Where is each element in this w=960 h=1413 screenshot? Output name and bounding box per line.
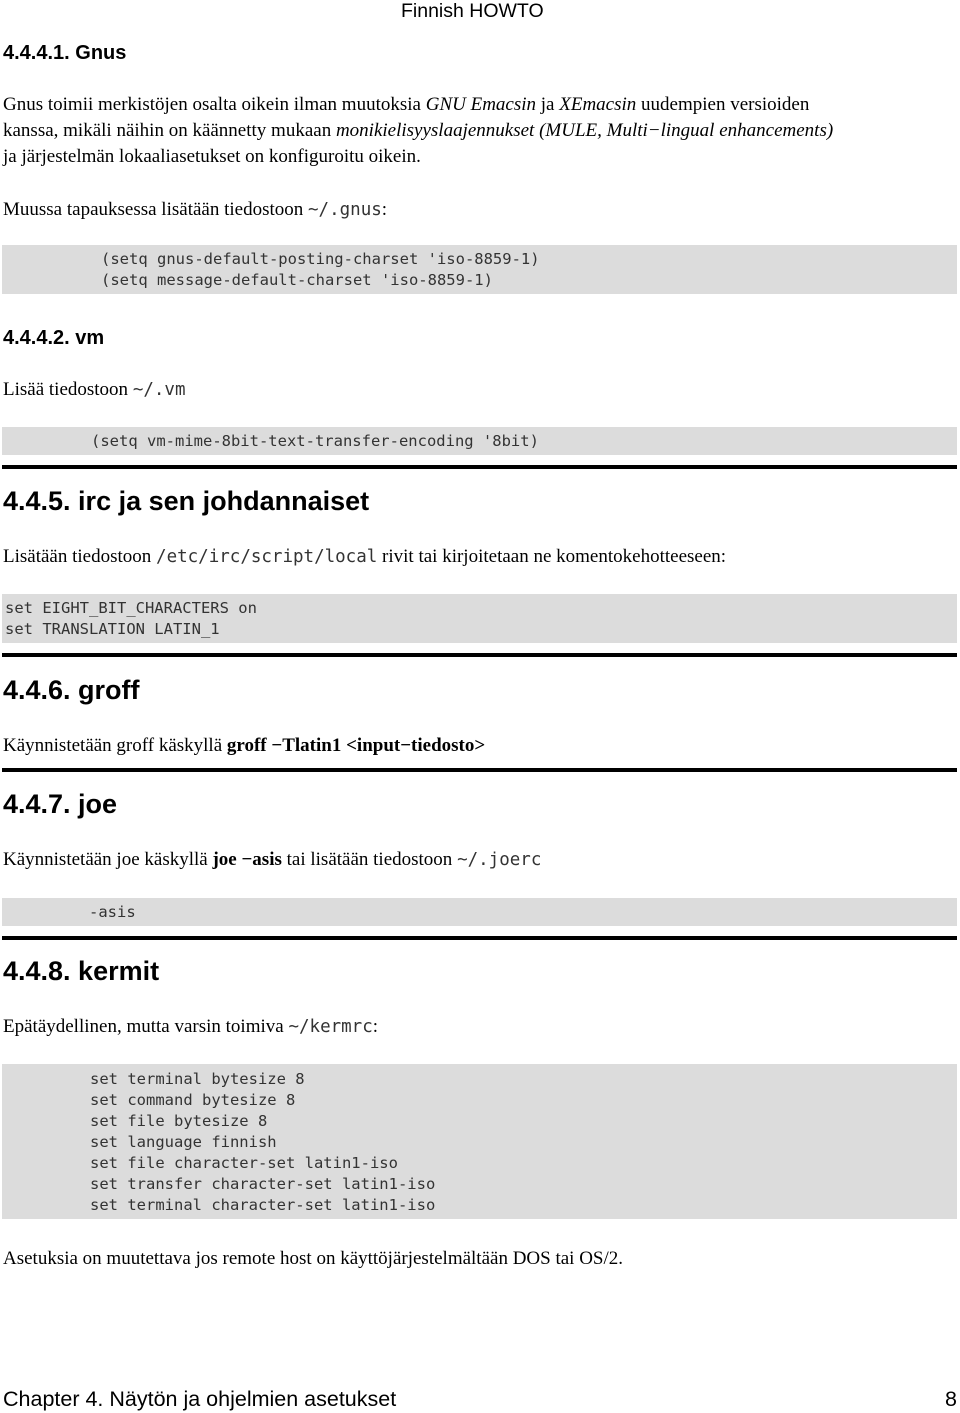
code-line: set language finnish (90, 1133, 277, 1151)
kermit-note: Asetuksia on muutettava jos remote host on käyttöjärjestelmältään DOS tai OS/2. (3, 1248, 624, 1269)
code-line: set terminal character-set latin1-iso (90, 1196, 436, 1214)
gnus-instruction: Muussa tapauksessa lisätään tiedostoon ~/.gnus: (3, 199, 388, 220)
section-heading-irc: 4.4.5. irc ja sen johdannaiset (3, 486, 370, 516)
joe-file-path: ~/.joerc (457, 850, 542, 870)
code-line: (setq gnus-default-posting-charset 'iso-8859-1) (101, 250, 540, 268)
section-divider (2, 768, 957, 772)
section-divider (2, 936, 957, 940)
section-heading-kermit: 4.4.8. kermit (3, 956, 160, 986)
running-header: Finnish HOWTO (401, 0, 544, 22)
code-block-vm (2, 427, 957, 455)
footer-page-number: 8 (945, 1387, 957, 1411)
joe-command: joe −asis (212, 849, 282, 870)
code-line: set terminal bytesize 8 (90, 1070, 305, 1088)
section-heading-groff: 4.4.6. groff (3, 675, 140, 705)
gnus-file-path: ~/.gnus (308, 200, 382, 220)
code-block-irc (2, 594, 957, 643)
code-line: set file bytesize 8 (90, 1112, 268, 1130)
code-line: -asis (89, 903, 136, 921)
section-divider (2, 653, 957, 657)
gnus-paragraph-line-1: Gnus toimii merkistöjen osalta oikein ilman muutoksia GNU Emacsin ja XEmacsin uudempien versioiden (3, 94, 810, 115)
code-line: set file character-set latin1-iso (90, 1154, 398, 1172)
section-heading-joe: 4.4.7. joe (3, 789, 118, 819)
irc-instruction: Lisätään tiedostoon /etc/irc/script/local rivit tai kirjoitetaan ne komentokehotteeseen: (3, 546, 727, 567)
footer-chapter-title: Chapter 4. Näytön ja ohjelmien asetukset (3, 1387, 397, 1411)
code-line: (setq message-default-charset 'iso-8859-1) (101, 271, 493, 289)
irc-file-path: /etc/irc/script/local (156, 547, 378, 567)
code-block-gnus (2, 245, 957, 294)
joe-instruction: Käynnistetään joe käskyllä joe −asis tai lisätään tiedostoon ~/.joerc (3, 849, 542, 870)
vm-file-path: ~/.vm (132, 380, 186, 400)
code-block-joe (2, 898, 957, 926)
code-block-kermit (2, 1064, 957, 1219)
kermit-file-path: ~/kermrc (288, 1017, 373, 1037)
section-heading-vm: 4.4.4.2. vm (3, 327, 105, 349)
vm-instruction: Lisää tiedostoon ~/.vm (3, 379, 186, 400)
gnus-paragraph-line-2: kanssa, mikäli näihin on käännetty mukaan monikielisyyslaajennukset (MULE, Multi−lingual enhancements) (3, 120, 834, 141)
code-line: set EIGHT_BIT_CHARACTERS on (5, 599, 257, 617)
groff-instruction: Käynnistetään groff käskyllä groff −Tlatin1 <input−tiedosto> (3, 735, 486, 756)
code-line: set TRANSLATION LATIN_1 (5, 620, 220, 638)
groff-command: groff −Tlatin1 <input−tiedosto> (226, 735, 486, 756)
section-divider (2, 465, 957, 469)
code-line: (setq vm-mime-8bit-text-transfer-encoding '8bit) (91, 432, 539, 450)
section-heading-gnus: 4.4.4.1. Gnus (3, 42, 127, 64)
kermit-instruction: Epätäydellinen, mutta varsin toimiva ~/kermrc: (3, 1016, 379, 1037)
code-line: set command bytesize 8 (90, 1091, 296, 1109)
code-line: set transfer character-set latin1-iso (90, 1175, 436, 1193)
gnus-paragraph-line-3: ja järjestelmän lokaaliasetukset on konfiguroitu oikein. (3, 146, 421, 167)
